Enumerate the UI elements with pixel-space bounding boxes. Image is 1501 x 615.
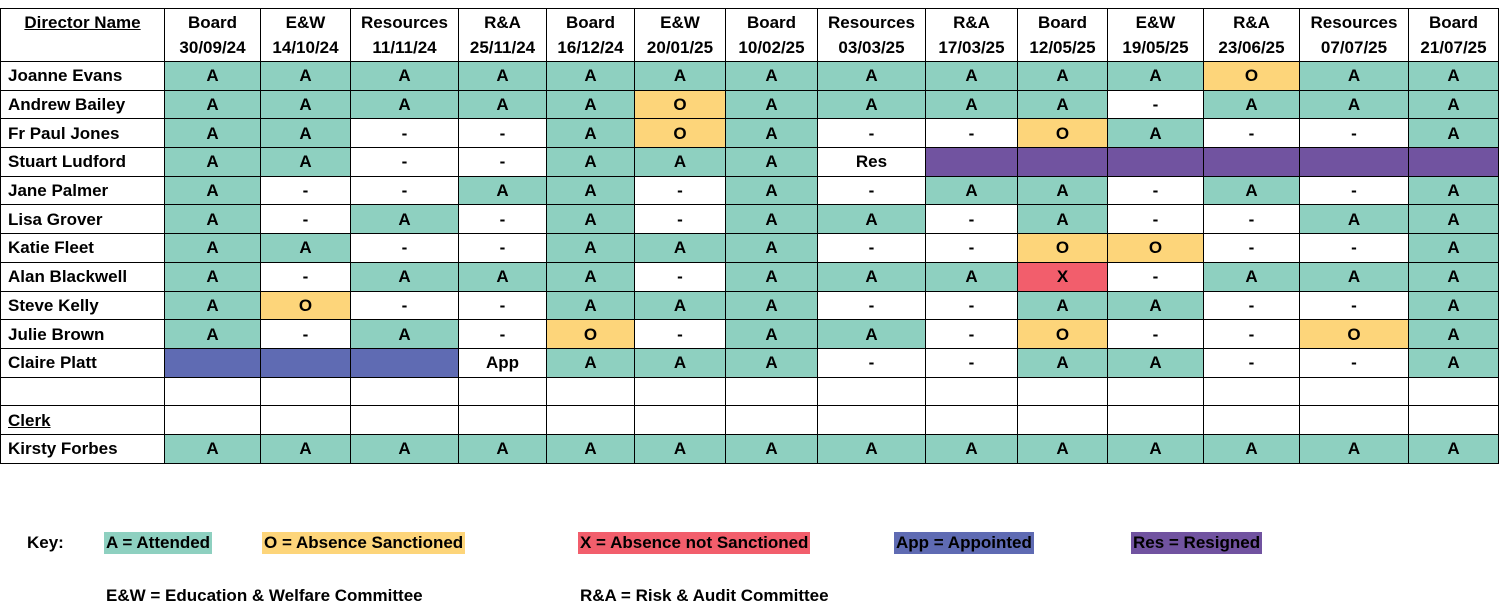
empty-cell (1300, 406, 1409, 435)
empty-cell (1108, 377, 1204, 406)
attendance-cell: O (1108, 234, 1204, 263)
key-absence-sanctioned: O = Absence Sanctioned (264, 533, 464, 552)
meeting-header (459, 9, 547, 62)
attendance-cell: - (1300, 234, 1409, 263)
meeting-date: 14/10/24 (272, 38, 339, 57)
attendance-cell: A (1409, 176, 1499, 205)
attendance-cell: A (926, 434, 1018, 463)
attendance-cell: - (261, 176, 351, 205)
empty-cell (261, 406, 351, 435)
attendance-cell: A (1409, 348, 1499, 377)
attendance-cell: A (547, 234, 635, 263)
attendance-cell: - (926, 119, 1018, 148)
attendance-cell: A (459, 434, 547, 463)
attendance-cell: A (459, 62, 547, 91)
key-label: Key: (27, 533, 64, 552)
attendance-cell: - (926, 348, 1018, 377)
attendance-cell: A (547, 90, 635, 119)
attendance-cell: - (459, 119, 547, 148)
empty-cell (1204, 377, 1300, 406)
meeting-header (1018, 9, 1108, 62)
attendance-cell: A (1018, 90, 1108, 119)
empty-cell (459, 406, 547, 435)
director-name: Claire Platt (1, 348, 165, 377)
clerk-header: Clerk (1, 406, 165, 435)
attendance-cell: A (1018, 434, 1108, 463)
meeting-date: 10/02/25 (738, 38, 805, 57)
attendance-cell: - (1300, 119, 1409, 148)
attendance-cell: O (1204, 62, 1300, 91)
attendance-cell: - (1108, 262, 1204, 291)
attendance-cell: - (459, 234, 547, 263)
table-row (1, 262, 1499, 291)
attendance-cell (1018, 148, 1108, 177)
attendance-cell: A (818, 205, 926, 234)
meeting-type: R&A (484, 13, 521, 32)
attendance-cell: A (547, 434, 635, 463)
attendance-cell: A (1409, 62, 1499, 91)
meeting-header (351, 9, 459, 62)
meeting-header (1204, 9, 1300, 62)
attendance-cell: A (726, 320, 818, 349)
empty-cell (165, 377, 261, 406)
attendance-cell: O (1018, 234, 1108, 263)
attendance-cell: A (261, 90, 351, 119)
meeting-type: Resources (361, 13, 448, 32)
attendance-cell: A (547, 291, 635, 320)
attendance-cell: A (1108, 62, 1204, 91)
attendance-cell: - (459, 320, 547, 349)
empty-cell (1409, 406, 1499, 435)
director-name: Julie Brown (1, 320, 165, 349)
attendance-cell: A (547, 262, 635, 291)
attendance-cell: A (1300, 90, 1409, 119)
attendance-cell: A (1108, 291, 1204, 320)
attendance-cell: A (926, 90, 1018, 119)
attendance-cell: A (726, 119, 818, 148)
attendance-cell: - (351, 291, 459, 320)
director-name-header: Director Name (1, 9, 165, 62)
empty-cell (261, 377, 351, 406)
meeting-header (726, 9, 818, 62)
table-row (1, 348, 1499, 377)
meeting-header (635, 9, 726, 62)
meeting-date: 07/07/25 (1320, 38, 1388, 57)
attendance-cell: A (726, 205, 818, 234)
director-name: Jane Palmer (1, 176, 165, 205)
attendance-cell: - (818, 176, 926, 205)
empty-cell (1018, 406, 1108, 435)
director-name: Katie Fleet (1, 234, 165, 263)
attendance-cell: - (1108, 90, 1204, 119)
attendance-cell: A (165, 434, 261, 463)
attendance-cell: O (635, 90, 726, 119)
attendance-cell: A (351, 62, 459, 91)
attendance-cell: A (459, 262, 547, 291)
empty-cell (351, 406, 459, 435)
empty-cell (726, 406, 818, 435)
attendance-cell: A (726, 90, 818, 119)
attendance-cell: O (1300, 320, 1409, 349)
attendance-cell: - (459, 205, 547, 234)
attendance-cell: - (926, 234, 1018, 263)
attendance-cell: A (1204, 90, 1300, 119)
attendance-cell: - (261, 262, 351, 291)
attendance-cell: A (635, 148, 726, 177)
attendance-cell: - (1300, 291, 1409, 320)
attendance-cell: - (1108, 205, 1204, 234)
attendance-table (0, 8, 1499, 464)
empty-cell (351, 377, 459, 406)
attendance-cell: A (1018, 176, 1108, 205)
attendance-cell: A (818, 262, 926, 291)
meeting-date: 23/06/25 (1218, 38, 1285, 57)
attendance-cell: A (547, 348, 635, 377)
meeting-type: Board (1428, 13, 1479, 32)
blank-row (1, 377, 1499, 406)
attendance-cell: A (818, 62, 926, 91)
attendance-cell: A (1300, 205, 1409, 234)
attendance-cell: A (1409, 90, 1499, 119)
attendance-cell: A (1204, 176, 1300, 205)
attendance-cell: - (1300, 176, 1409, 205)
attendance-cell (261, 348, 351, 377)
attendance-cell: A (1300, 262, 1409, 291)
table-row (1, 148, 1499, 177)
table-row (1, 176, 1499, 205)
attendance-cell: A (1018, 291, 1108, 320)
attendance-cell: A (1108, 434, 1204, 463)
attendance-cell: X (1018, 262, 1108, 291)
attendance-cell: - (818, 234, 926, 263)
attendance-cell: A (1018, 205, 1108, 234)
director-name: Andrew Bailey (1, 90, 165, 119)
attendance-cell: A (818, 434, 926, 463)
empty-cell (547, 406, 635, 435)
attendance-cell: A (165, 262, 261, 291)
attendance-cell: A (1300, 434, 1409, 463)
attendance-cell: A (726, 148, 818, 177)
attendance-cell: A (165, 234, 261, 263)
empty-cell (165, 406, 261, 435)
attendance-cell: A (726, 434, 818, 463)
attendance-cell: A (1300, 62, 1409, 91)
attendance-cell: A (1108, 348, 1204, 377)
attendance-cell: - (1204, 205, 1300, 234)
attendance-cell: - (635, 320, 726, 349)
meeting-type: E&W (660, 13, 700, 32)
header-row (1, 9, 1499, 62)
attendance-cell: - (351, 234, 459, 263)
attendance-cell: Res (818, 148, 926, 177)
attendance-cell: - (635, 205, 726, 234)
attendance-cell: A (165, 119, 261, 148)
meeting-type: Resources (828, 13, 915, 32)
meeting-date: 11/11/24 (372, 38, 437, 57)
attendance-cell: App (459, 348, 547, 377)
attendance-cell: A (165, 291, 261, 320)
empty-cell (1, 377, 165, 406)
attendance-cell: A (635, 62, 726, 91)
clerk-row (1, 434, 1499, 463)
attendance-cell: - (1204, 291, 1300, 320)
key-ew-definition: E&W = Education & Welfare Committee (106, 586, 423, 605)
meeting-header (165, 9, 261, 62)
attendance-cell: - (1204, 119, 1300, 148)
attendance-cell: - (1204, 348, 1300, 377)
attendance-cell: A (165, 62, 261, 91)
attendance-cell: O (1018, 320, 1108, 349)
meeting-header (261, 9, 351, 62)
meeting-header (1300, 9, 1409, 62)
attendance-cell: A (635, 291, 726, 320)
attendance-cell (1204, 148, 1300, 177)
attendance-cell: A (1409, 291, 1499, 320)
attendance-cell: A (547, 119, 635, 148)
meeting-header (547, 9, 635, 62)
meeting-type: R&A (1233, 13, 1270, 32)
key-resigned: Res = Resigned (1133, 533, 1261, 552)
attendance-cell (926, 148, 1018, 177)
empty-cell (1108, 406, 1204, 435)
attendance-cell: - (1204, 234, 1300, 263)
meeting-type: Board (746, 13, 797, 32)
attendance-cell: A (459, 176, 547, 205)
meeting-header (1409, 9, 1499, 62)
attendance-cell: A (726, 348, 818, 377)
attendance-cell: - (926, 291, 1018, 320)
attendance-cell: - (926, 320, 1018, 349)
attendance-cell: A (1204, 434, 1300, 463)
empty-cell (635, 406, 726, 435)
meeting-header (926, 9, 1018, 62)
attendance-cell: - (1300, 348, 1409, 377)
attendance-cell: - (351, 148, 459, 177)
empty-cell (1018, 377, 1108, 406)
attendance-cell: A (818, 320, 926, 349)
attendance-cell: A (726, 291, 818, 320)
empty-cell (926, 406, 1018, 435)
meeting-type: E&W (1135, 13, 1176, 32)
director-name: Alan Blackwell (1, 262, 165, 291)
attendance-cell: A (926, 62, 1018, 91)
meeting-date: 21/07/25 (1420, 38, 1487, 57)
attendance-cell: - (1108, 176, 1204, 205)
attendance-cell: A (635, 434, 726, 463)
attendance-cell: A (926, 176, 1018, 205)
meeting-date: 25/11/24 (469, 38, 536, 57)
attendance-cell: A (635, 348, 726, 377)
director-name: Kirsty Forbes (1, 434, 165, 463)
table-row (1, 62, 1499, 91)
attendance-cell (351, 348, 459, 377)
table-row (1, 90, 1499, 119)
director-name: Steve Kelly (1, 291, 165, 320)
attendance-cell: A (726, 234, 818, 263)
attendance-cell: A (459, 90, 547, 119)
empty-cell (1409, 377, 1499, 406)
meeting-header (1108, 9, 1204, 62)
meeting-type: Board (565, 13, 616, 32)
attendance-cell: A (351, 262, 459, 291)
empty-cell (1300, 377, 1409, 406)
attendance-cell: A (261, 434, 351, 463)
key-attended: A = Attended (106, 533, 211, 552)
attendance-cell: O (1018, 119, 1108, 148)
attendance-cell: A (1409, 234, 1499, 263)
empty-cell (1204, 406, 1300, 435)
table-row (1, 234, 1499, 263)
attendance-cell: A (547, 62, 635, 91)
director-name: Lisa Grover (1, 205, 165, 234)
table-row (1, 205, 1499, 234)
meeting-date: 17/03/25 (938, 38, 1005, 57)
attendance-cell: - (261, 205, 351, 234)
empty-cell (926, 377, 1018, 406)
meeting-header (818, 9, 926, 62)
attendance-cell: A (165, 205, 261, 234)
table-row (1, 291, 1499, 320)
attendance-cell: A (261, 234, 351, 263)
attendance-cell: - (818, 291, 926, 320)
attendance-cell: O (635, 119, 726, 148)
attendance-cell: A (1409, 320, 1499, 349)
attendance-cell (165, 348, 261, 377)
table-row (1, 119, 1499, 148)
attendance-cell: - (926, 205, 1018, 234)
attendance-cell: A (635, 234, 726, 263)
attendance-cell: A (547, 176, 635, 205)
empty-cell (459, 377, 547, 406)
attendance-cell: O (261, 291, 351, 320)
key-ra-definition: R&A = Risk & Audit Committee (580, 586, 829, 605)
attendance-cell: A (818, 90, 926, 119)
key-absence-not-sanctioned: X = Absence not Sanctioned (580, 533, 809, 552)
attendance-cell: - (1108, 320, 1204, 349)
attendance-cell: A (261, 148, 351, 177)
clerk-header-row (1, 406, 1499, 435)
attendance-cell: O (547, 320, 635, 349)
attendance-cell: A (1409, 205, 1499, 234)
attendance-cell: - (818, 348, 926, 377)
attendance-cell: A (165, 320, 261, 349)
attendance-cell: A (351, 90, 459, 119)
attendance-cell: A (1018, 62, 1108, 91)
attendance-cell (1108, 148, 1204, 177)
meeting-date: 20/01/25 (646, 38, 714, 57)
attendance-cell: - (261, 320, 351, 349)
attendance-cell (1300, 148, 1409, 177)
meeting-date: 19/05/25 (1122, 38, 1189, 57)
director-name: Fr Paul Jones (1, 119, 165, 148)
key-appointed: App = Appointed (896, 533, 1032, 552)
meeting-type: Board (1037, 13, 1088, 32)
attendance-cell: A (1018, 348, 1108, 377)
attendance-cell: A (547, 205, 635, 234)
attendance-cell: A (726, 262, 818, 291)
attendance-cell: A (351, 320, 459, 349)
empty-cell (818, 406, 926, 435)
attendance-cell: - (459, 148, 547, 177)
attendance-cell: A (1409, 262, 1499, 291)
attendance-cell: A (726, 176, 818, 205)
meeting-type: Resources (1310, 13, 1398, 32)
attendance-cell: A (726, 62, 818, 91)
attendance-cell: A (165, 148, 261, 177)
attendance-cell: - (818, 119, 926, 148)
attendance-cell: A (165, 176, 261, 205)
attendance-cell: A (1108, 119, 1204, 148)
attendance-cell: A (1409, 434, 1499, 463)
attendance-cell: - (351, 119, 459, 148)
meeting-date: 16/12/24 (557, 38, 624, 57)
attendance-cell: A (261, 62, 351, 91)
attendance-cell (1409, 148, 1499, 177)
empty-cell (547, 377, 635, 406)
attendance-cell: - (351, 176, 459, 205)
meeting-date: 30/09/24 (179, 38, 246, 57)
attendance-cell: - (459, 291, 547, 320)
empty-cell (635, 377, 726, 406)
attendance-cell: A (1204, 262, 1300, 291)
attendance-cell: - (635, 176, 726, 205)
meeting-date: 12/05/25 (1029, 38, 1096, 57)
empty-cell (818, 377, 926, 406)
attendance-cell: A (261, 119, 351, 148)
meeting-type: E&W (285, 13, 326, 32)
attendance-cell: A (165, 90, 261, 119)
attendance-cell: A (351, 205, 459, 234)
attendance-cell: A (351, 434, 459, 463)
table-row (1, 320, 1499, 349)
attendance-cell: A (547, 148, 635, 177)
empty-cell (726, 377, 818, 406)
director-name: Stuart Ludford (1, 148, 165, 177)
attendance-cell: - (635, 262, 726, 291)
attendance-cell: A (926, 262, 1018, 291)
director-name: Joanne Evans (1, 62, 165, 91)
meeting-type: Board (187, 13, 238, 32)
attendance-cell: A (1409, 119, 1499, 148)
meeting-type: R&A (953, 13, 990, 32)
attendance-cell: - (1204, 320, 1300, 349)
meeting-date: 03/03/25 (838, 38, 905, 57)
